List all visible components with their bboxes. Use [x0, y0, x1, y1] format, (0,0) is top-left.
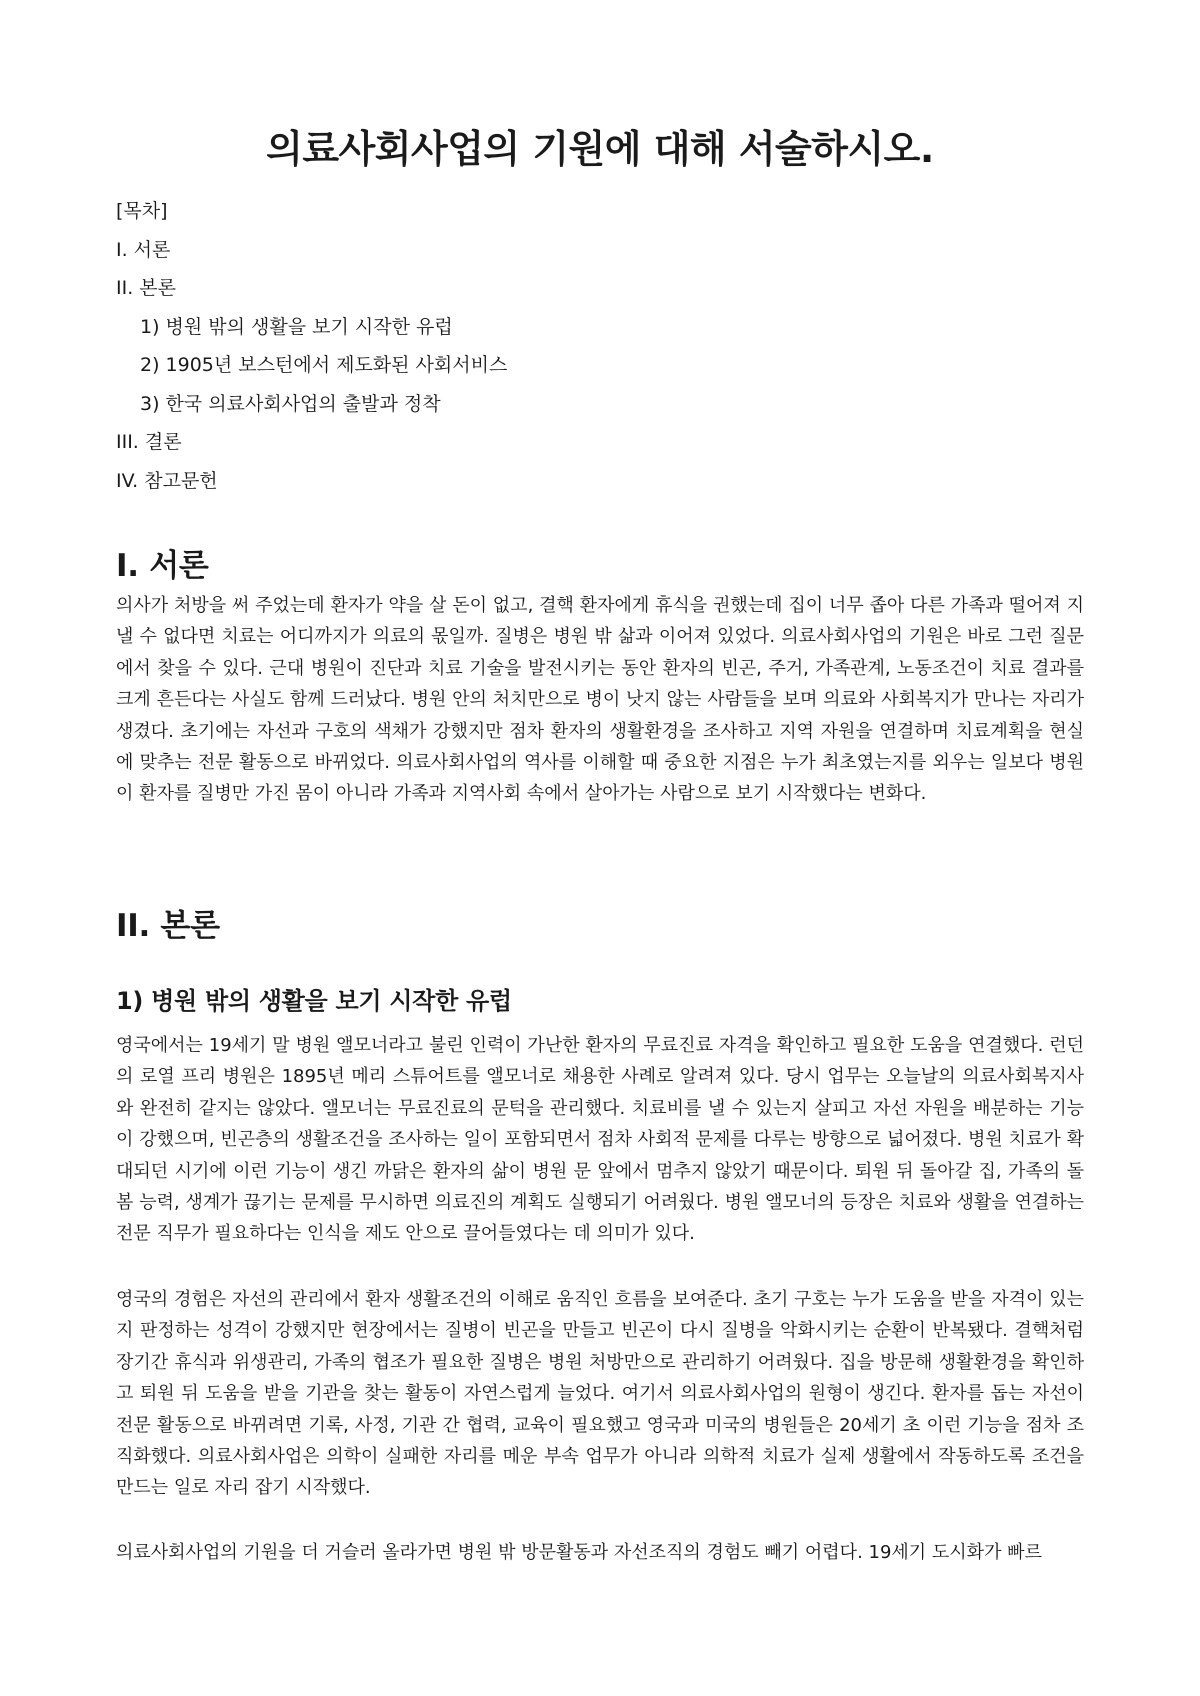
- toc-item-references: IV. 참고문헌: [116, 469, 218, 492]
- subsection-heading-1: 1) 병원 밖의 생활을 보기 시작한 유럽: [116, 987, 512, 1015]
- section-heading-body: II. 본론: [116, 908, 220, 944]
- body-paragraph-1: 영국에서는 19세기 말 병원 앨모너라고 불린 인력이 가난한 환자의 무료진료 자격을 확인하고 필요한 도움을 연결했다. 런던의 로열 프리 병원은 1895년 메리 스튜어트를 앨모너로 채용한 사례로 알려져 있다. 당시 업무는 오늘날의 의료사회복지사와 완전히 같지는 않았다. 앨모너는 무료진료의 문턱을 관리했다. 치료비를 낼 수 있는지 살피고 자선 자원을 배분하는 기능이 강했으며, 빈곤층의 생활조건을 조사하는 일이 포함되면서 점차 사회적 문제를 다루는 방향으로 넓어졌다. 병원 치료가 확대되던 시기에 이런 기능이 생긴 까닭은 환자의 삶이 병원 문 앞에서 멈추지 않았기 때문이다. 퇴원 뒤 돌아갈 집, 가족의 돌봄 능력, 생계가 끊기는 문제를 무시하면 의료진의 계획도 실행되기 어려웠다. 병원 앨모너의 등장은 치료와 생활을 연결하는 전문 직무가 필요하다는 인식을 제도 안으로 끌어들였다는 데 의미가 있다.: [116, 1035, 1084, 1245]
- toc-item-conclusion: III. 결론: [116, 431, 182, 453]
- document-title: 의료사회사업의 기원에 대해 서술하시오.: [266, 127, 934, 171]
- body-paragraph-2: 영국의 경험은 자선의 관리에서 환자 생활조건의 이해로 움직인 흐름을 보여준다. 초기 구호는 누가 도움을 받을 자격이 있는지 판정하는 성격이 강했지만 현장에서는 질병이 빈곤을 만들고 빈곤이 다시 질병을 악화시키는 순환이 반복됐다. 결핵처럼 장기간 휴식과 위생관리, 가족의 협조가 필요한 질병은 병원 처방만으로 관리하기 어려웠다. 집을 방문해 생활환경을 확인하고 퇴원 뒤 도움을 받을 기관을 찾는 활동이 자연스럽게 늘었다. 여기서 의료사회사업의 원형이 생긴다. 환자를 돕는 자선이 전문 활동으로 바뀌려면 기록, 사정, 기관 간 협력, 교육이 필요했고 영국과 미국의 병원들은 20세기 초 이런 기능을 점차 조직화했다. 의료사회사업은 의학이 실패한 자리를 메운 부속 업무가 아니라 의학적 치료가 실제 생활에서 작동하도록 조건을 만드는 일로 자리 잡기 시작했다.: [116, 1289, 1084, 1499]
- toc-item-body-2: 2) 1905년 보스턴에서 제도화된 사회서비스: [140, 354, 508, 376]
- section-heading-intro: I. 서론: [116, 548, 209, 584]
- toc-heading: [목차]: [116, 200, 168, 222]
- toc-item-body-1: 1) 병원 밖의 생활을 보기 시작한 유럽: [140, 315, 453, 338]
- toc-item-intro: I. 서론: [116, 238, 171, 261]
- toc-item-body-3: 3) 한국 의료사회사업의 출발과 정착: [140, 392, 441, 415]
- intro-paragraph: 의사가 처방을 써 주었는데 환자가 약을 살 돈이 없고, 결핵 환자에게 휴식을 권했는데 집이 너무 좁아 다른 가족과 떨어져 지낼 수 없다면 치료는 어디까지가 의료의 몫일까. 질병은 병원 밖 삶과 이어져 있었다. 의료사회사업의 기원은 바로 그런 질문에서 찾을 수 있다. 근대 병원이 진단과 치료 기술을 발전시키는 동안 환자의 빈곤, 주거, 가족관계, 노동조건이 치료 결과를 크게 흔든다는 사실도 함께 드러났다. 병원 안의 처치만으로 병이 낫지 않는 사람들을 보며 의료와 사회복지가 만나는 자리가 생겼다. 초기에는 자선과 구호의 색채가 강했지만 점차 환자의 생활환경을 조사하고 지역 자원을 연결하며 치료계획을 현실에 맞추는 전문 활동으로 바뀌었다. 의료사회사업의 역사를 이해할 때 중요한 지점은 누가 최초였는지를 외우는 일보다 병원이 환자를 질병만 가진 몸이 아니라 가족과 지역사회 속에서 살아가는 사람으로 보기 시작했다는 변화다.: [116, 595, 1084, 805]
- table-of-contents: [116, 192, 507, 500]
- toc-item-body: II. 본론: [116, 277, 176, 299]
- body-paragraph-3: 의료사회사업의 기원을 더 거슬러 올라가면 병원 밖 방문활동과 자선조직의 경험도 빼기 어렵다. 19세기 도시화가 빠르: [116, 1542, 1042, 1563]
